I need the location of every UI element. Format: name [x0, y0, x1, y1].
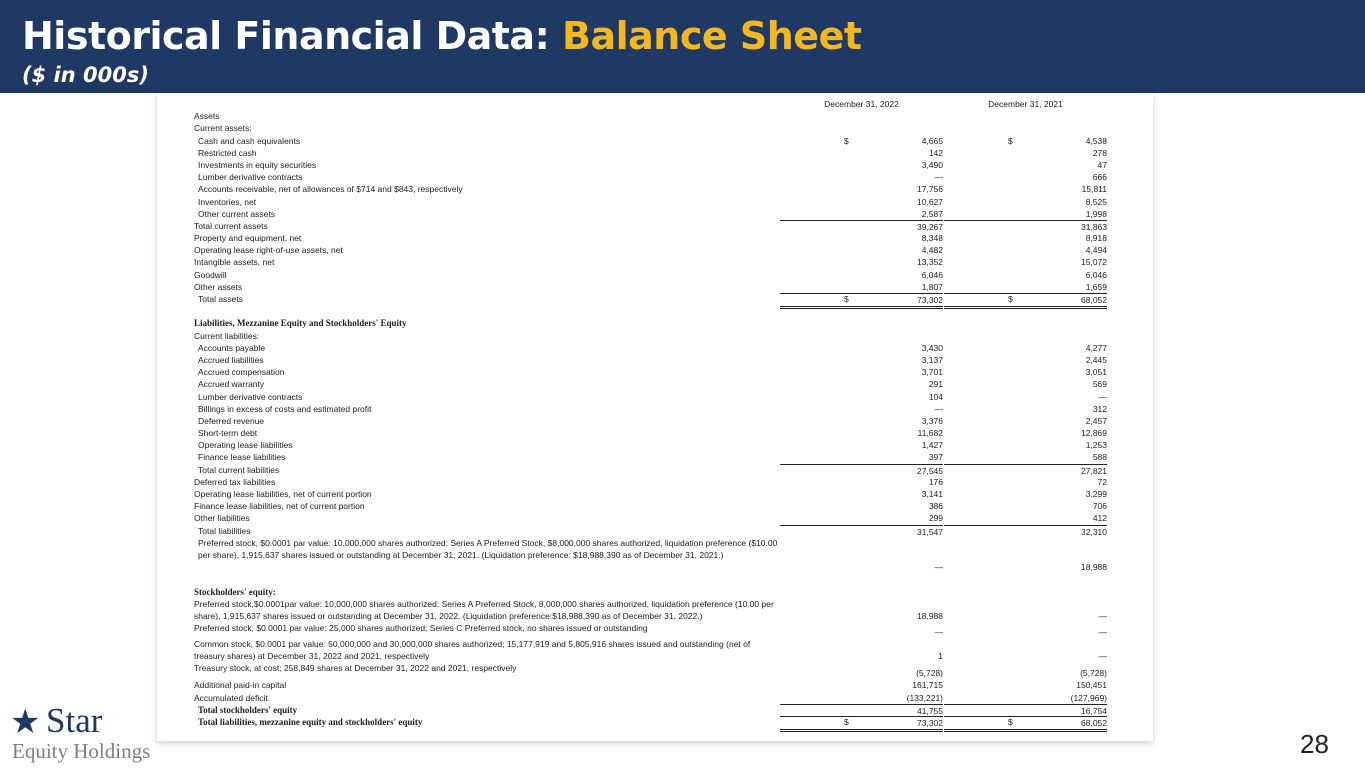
table-row — [194, 662, 1105, 679]
table-row — [194, 586, 1105, 598]
row-label: Preferred stock,$0.0001par value: 10,000,000 shares authorized: Series A Preferred Stock, 8,000,000 shares authorized, liquidation preference (10.00 per share), 1,915,637 shares issued or outstanding at December 31, 2022. (Liquidation preference:$18,988,390 as of December 31, 2022.) — [194, 598, 774, 621]
value-2022: 3,490 — [921, 159, 943, 170]
value-2021: 8,918 — [1085, 233, 1107, 244]
value-2022: 3,141 — [921, 489, 943, 499]
table-row — [194, 622, 1105, 638]
value-2021: 569 — [1092, 379, 1107, 390]
row-label: Property and equipment, net — [194, 233, 302, 244]
row-label: Total assets — [198, 294, 243, 304]
row-label: Preferred stock, $0.0001 par value: 10,000,000 shares authorized: Series A Preferred Stock, $8,000,000 shares authorized, liquidation preference ($10.00 per share), 1,915,637 shares issued or outstanding at December 31, 2021. (Liquidation preference: $18,988,390 as of December 31, 2021.) — [198, 537, 778, 560]
title-main: Historical Financial Data: — [22, 14, 563, 58]
table-row — [194, 525, 1105, 537]
table-row — [194, 220, 1105, 232]
value-2021: 4,538 — [1085, 135, 1107, 146]
page-title — [22, 14, 862, 58]
table-row — [194, 135, 1105, 147]
value-2021: — — [1098, 391, 1107, 402]
value-2022: 3,376 — [921, 415, 943, 426]
table-row — [194, 451, 1105, 463]
value-2022: 17,756 — [917, 184, 943, 195]
row-label: Operating lease right-of-use assets, net — [194, 245, 343, 256]
value-2021: 68,052 — [944, 716, 1107, 732]
value-2021: 3,051 — [1085, 367, 1107, 378]
value-2022: (5,728) — [916, 668, 943, 679]
table-row — [194, 500, 1105, 512]
table-row — [194, 716, 1105, 728]
row-label: Intangible assets, net — [194, 257, 275, 268]
row-label: Short-term debt — [198, 428, 258, 439]
value-2021: 15,811 — [1081, 184, 1107, 195]
table-row — [194, 692, 1105, 704]
table-row — [194, 403, 1105, 415]
value-2022: 1,427 — [921, 440, 943, 451]
table-row — [194, 638, 1105, 662]
value-2021: 18,988 — [1081, 562, 1107, 573]
value-2021: 4,277 — [1085, 342, 1107, 353]
table-row — [194, 293, 1105, 305]
value-2021: — — [1098, 610, 1107, 621]
row-label: Inventories, net — [198, 196, 257, 207]
table-row — [194, 366, 1105, 378]
row-label: Treasury stock, at cost; 258,849 shares at December 31, 2022 and 2021, respectively — [194, 663, 517, 674]
row-label: Common stock, $0.0001 par value: 50,000,000 and 30,000,000 shares authorized; 15,177,919 and 5,805,916 shares issued and outstanding (net of treasury shares) at December 31, 2022 and 2021, respectively — [194, 638, 751, 662]
value-2021: 27,821 — [944, 464, 1107, 477]
row-label: Other assets — [194, 281, 243, 292]
value-2022: 10,627 — [917, 196, 943, 207]
table-row — [194, 598, 1105, 622]
value-2022: 41,755 — [780, 704, 943, 717]
value-2021: (127,969) — [1070, 692, 1107, 703]
value-2021: 68,052 — [944, 293, 1107, 309]
row-label: Accounts payable — [198, 342, 266, 353]
table-row — [194, 512, 1105, 524]
table-row — [194, 342, 1105, 354]
table-row — [194, 305, 1105, 317]
table-row — [194, 704, 1105, 716]
table-row — [194, 476, 1105, 488]
row-label: Lumber derivative contracts — [198, 391, 303, 402]
value-2022: 13,352 — [917, 257, 943, 268]
value-2022: — — [934, 626, 943, 637]
row-label: Accounts receivable, net of allowances of $714 and $843, respectively — [198, 184, 463, 195]
row-label: Stockholders' equity: — [194, 586, 276, 597]
value-2022: 31,547 — [780, 525, 943, 538]
value-2021: 31,863 — [944, 220, 1107, 233]
row-label: Goodwill — [194, 269, 227, 280]
table-row — [194, 183, 1105, 195]
logo-name: Star — [46, 701, 103, 740]
row-label: Finance lease liabilities, net of current portion — [194, 501, 365, 512]
row-label: Finance lease liabilities — [198, 452, 286, 463]
table-row — [194, 256, 1105, 268]
value-2021: (5,728) — [1080, 668, 1107, 679]
row-label: Investments in equity securities — [198, 159, 317, 170]
value-2021: 47 — [1097, 159, 1107, 170]
value-2022: 1,807 — [921, 281, 943, 292]
value-2021: 278 — [1092, 147, 1107, 158]
row-label: Accrued liabilities — [198, 354, 264, 365]
column-header-row — [194, 98, 1105, 110]
page-subtitle: ($ in 000s) — [22, 63, 149, 87]
value-2021: 588 — [1092, 452, 1107, 463]
value-2021: 12,869 — [1081, 428, 1107, 439]
row-label: Deferred tax liabilities — [194, 476, 276, 487]
dollar-sign-2022: $ — [844, 294, 849, 304]
value-2021: — — [1098, 651, 1107, 662]
table-row — [194, 110, 1105, 122]
row-label: Operating lease liabilities, net of current portion — [194, 489, 372, 499]
logo-subtitle: Equity Holdings — [12, 739, 151, 763]
row-label: Cash and cash equivalents — [198, 135, 301, 146]
table-row — [194, 537, 1105, 574]
value-2021: 15,072 — [1081, 257, 1107, 268]
row-label: Current assets: — [194, 123, 252, 134]
row-label: Total liabilities — [198, 525, 251, 536]
value-2021: 1,998 — [1085, 208, 1107, 219]
row-label: Preferred stock, $0.0001 par value: 25,000 shares authorized; Series C Preferred stock, no shares issued or outstanding — [194, 623, 648, 634]
table-row — [194, 171, 1105, 183]
value-2021: 412 — [1092, 513, 1107, 524]
table-row — [194, 122, 1105, 134]
dollar-sign-2021: $ — [1008, 717, 1013, 727]
row-label: Additional paid-in capital — [194, 680, 287, 691]
value-2022: (133,221) — [906, 692, 943, 703]
table-row — [194, 573, 1105, 585]
table-row — [194, 196, 1105, 208]
value-2022: 4,665 — [921, 135, 943, 146]
row-label: Billings in excess of costs and estimated profit — [198, 403, 372, 414]
row-label: Total current liabilities — [198, 464, 280, 475]
title-bar — [0, 0, 1365, 93]
value-2021: 6,046 — [1085, 269, 1107, 280]
value-2022: 397 — [928, 452, 943, 463]
balance-sheet-panel — [157, 93, 1153, 741]
table-row — [194, 281, 1105, 293]
table-row — [194, 244, 1105, 256]
table-row — [194, 488, 1105, 500]
value-2022: 4,482 — [921, 245, 943, 256]
dollar-sign-2021: $ — [1008, 135, 1013, 146]
value-2021: 32,310 — [944, 525, 1107, 538]
row-label: Total stockholders' equity — [198, 704, 298, 715]
table-row — [194, 208, 1105, 220]
table-row — [194, 427, 1105, 439]
value-2022: 18,988 — [917, 610, 943, 621]
row-label: Accrued warranty — [198, 379, 265, 390]
value-2021: 8,525 — [1085, 196, 1107, 207]
table-row — [194, 464, 1105, 476]
row-label: Accumulated deficit — [194, 692, 268, 703]
row-label: Restricted cash — [198, 147, 257, 158]
value-2022: — — [934, 562, 943, 573]
table-row — [194, 330, 1105, 342]
row-label: Total current assets — [194, 220, 268, 231]
dollar-sign-2022: $ — [844, 717, 849, 727]
table-row — [194, 147, 1105, 159]
value-2022: 104 — [928, 391, 943, 402]
value-2021: 1,253 — [1085, 440, 1107, 451]
value-2021: 312 — [1092, 403, 1107, 414]
value-2021: 72 — [1097, 476, 1107, 487]
value-2022: 3,430 — [921, 342, 943, 353]
dollar-sign-2021: $ — [1008, 294, 1013, 304]
table-row — [194, 391, 1105, 403]
row-label: Other current assets — [198, 208, 276, 219]
value-2021: 666 — [1092, 172, 1107, 183]
value-2022: 161,715 — [912, 680, 943, 691]
table-row — [194, 354, 1105, 366]
balance-sheet-table — [194, 98, 1105, 728]
table-row — [194, 415, 1105, 427]
value-2021: 2,445 — [1085, 354, 1107, 365]
value-2022: 3,701 — [921, 367, 943, 378]
title-accent: Balance Sheet — [562, 14, 862, 58]
value-2022: 299 — [928, 513, 943, 524]
value-2022: 27,545 — [780, 464, 943, 477]
value-2022: 291 — [928, 379, 943, 390]
table-row — [194, 378, 1105, 390]
table-row — [194, 439, 1105, 451]
value-2022: 73,302 — [780, 716, 943, 732]
table-row — [194, 269, 1105, 281]
row-label: Other liabilities — [194, 513, 250, 524]
table-row — [194, 679, 1105, 691]
value-2022: 3,137 — [921, 354, 943, 365]
table-row — [194, 232, 1105, 244]
page-number: 28 — [1300, 729, 1329, 759]
row-label: Liabilities, Mezzanine Equity and Stockholders' Equity — [194, 318, 407, 329]
value-2022: 11,682 — [917, 428, 943, 439]
value-2021: — — [1098, 626, 1107, 637]
value-2022: 142 — [928, 147, 943, 158]
value-2021: 4,494 — [1085, 245, 1107, 256]
value-2022: 73,302 — [780, 293, 943, 309]
row-label: Deferred revenue — [198, 415, 265, 426]
value-2021: 1,659 — [1085, 281, 1107, 292]
value-2022: 6,046 — [921, 269, 943, 280]
value-2022: — — [934, 172, 943, 183]
value-2021: 2,457 — [1085, 415, 1107, 426]
company-logo — [10, 701, 180, 763]
value-2022: 176 — [928, 476, 943, 487]
value-2021: 150,451 — [1076, 680, 1107, 691]
star-icon: ★ — [10, 702, 41, 742]
row-label: Accrued compensation — [198, 367, 285, 378]
row-label: Assets — [194, 111, 220, 122]
value-2022: 386 — [928, 501, 943, 512]
column-header-2021: December 31, 2021 — [988, 99, 1063, 109]
value-2022: 2,587 — [921, 208, 943, 219]
dollar-sign-2022: $ — [844, 135, 849, 146]
value-2021: 16,754 — [944, 704, 1107, 717]
row-label: Lumber derivative contracts — [198, 172, 303, 183]
table-row — [194, 159, 1105, 171]
value-2022: 39,267 — [780, 220, 943, 233]
value-2021: 3,299 — [1085, 489, 1107, 499]
value-2022: 8,348 — [921, 233, 943, 244]
value-2022: 1 — [938, 651, 943, 662]
value-2021: 706 — [1092, 501, 1107, 512]
value-2022: — — [934, 403, 943, 414]
column-header-2022: December 31, 2022 — [824, 99, 899, 109]
row-label: Total liabilities, mezzanine equity and stockholders' equity — [198, 717, 423, 727]
row-label: Operating lease liabilities — [198, 440, 293, 451]
table-row — [194, 317, 1105, 329]
row-label: Current liabilities: — [194, 330, 260, 341]
